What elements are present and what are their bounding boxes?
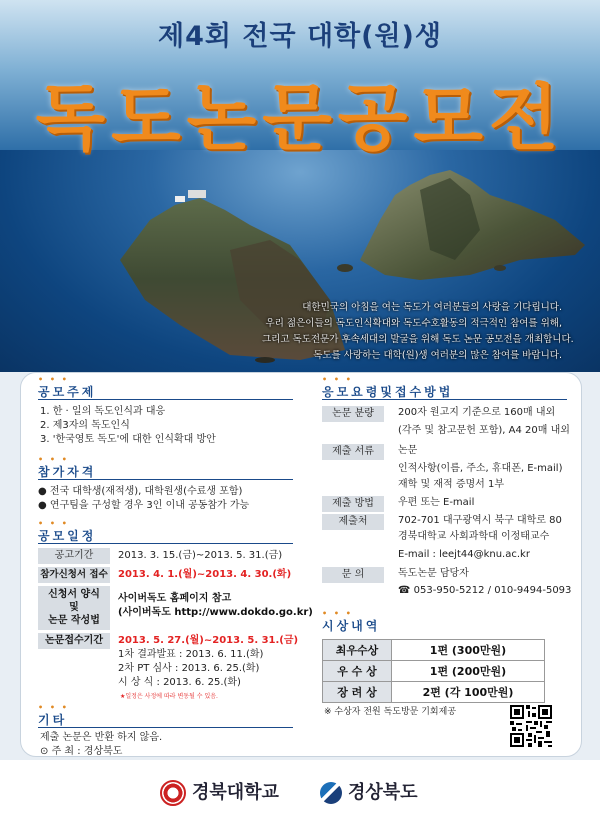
intro-line: 대한민국의 아침을 여는 독도가 여러분들의 사랑을 기다립니다. <box>302 302 562 313</box>
submission-label: 제출처 <box>322 514 384 530</box>
subtitle: 제4회 전국 대학(원)생 <box>158 21 442 52</box>
eligibility-item: ● 연구팀을 구성할 경우 3인 이내 공동참가 가능 <box>38 500 250 511</box>
schedule-heading: • • • 공모일정 <box>38 519 97 543</box>
schedule-value: 2013. 3. 15.(금)~2013. 5. 31.(금) <box>118 550 283 561</box>
qr-code-icon[interactable] <box>510 705 552 747</box>
divider <box>38 399 293 400</box>
theme-heading: • • • 공모주제 <box>38 375 97 399</box>
schedule-note: ★일정은 사정에 따라 변동될 수 있음. <box>120 693 218 700</box>
schedule-value: 2013. 4. 1.(월)~2013. 4. 30.(화) <box>118 569 292 580</box>
theme-item: 3. '한국영토 독도'에 대한 인식확대 방안 <box>40 434 216 445</box>
submission-label: 문 의 <box>322 567 384 583</box>
table-row <box>323 661 545 682</box>
submission-value: 재학 및 재적 증명서 1부 <box>398 479 505 490</box>
submission-value: 200자 원고지 기준으로 160매 내외 <box>398 407 556 418</box>
gyeongbuk-logo: 경상북도 <box>320 778 418 804</box>
intro-line: 독도를 사랑하는 대학(원)생 여러분의 많은 참여를 바랍니다. <box>313 350 562 361</box>
awards-heading: • • • 시상내역 <box>322 609 381 633</box>
submission-label: 논문 분량 <box>322 406 384 422</box>
submission-value: 인적사항(이름, 주소, 휴대폰, E-mail) <box>398 463 563 474</box>
result-item: 시 상 식 : 2013. 6. 25.(화) <box>118 677 241 688</box>
decor-dots: • • • <box>38 519 69 528</box>
schedule-label: 참가신청서 접수 <box>38 567 110 583</box>
award-rank: 우 수 상 <box>323 661 392 682</box>
result-item: 2차 PT 심사 : 2013. 6. 25.(화) <box>118 663 260 674</box>
award-rank: 최우수상 <box>323 640 392 661</box>
decor-dots: • • • <box>322 375 353 384</box>
schedule-value: 사이버독도 홈페이지 참고 <box>118 593 232 604</box>
eligibility-heading: • • • 참가자격 <box>38 455 97 479</box>
submission-value: 논문 <box>398 445 418 456</box>
decor-dots: • • • <box>322 609 353 618</box>
intro-line: 그리고 독도전문가 후속세대의 발굴을 위해 독도 논문 공모전을 개최합니다. <box>262 334 574 345</box>
etc-heading: • • • 기타 <box>38 703 69 727</box>
schedule-value: 2013. 5. 27.(월)~2013. 5. 31.(금) <box>118 635 299 646</box>
decor-dots: • • • <box>38 455 69 464</box>
result-item: 1차 결과발표 : 2013. 6. 11.(화) <box>118 649 264 660</box>
eligibility-item: ● 전국 대학생(재적생), 대학원생(수료생 포함) <box>38 486 243 497</box>
submission-label: 제출 방법 <box>322 496 384 512</box>
schedule-label: 논문접수기간 <box>38 633 110 649</box>
submission-heading: • • • 응모요령및접수방법 <box>322 375 454 399</box>
contact-phone: ☎ 053-950-5212 / 010-9494-5093 <box>398 585 572 596</box>
submission-value: 702-701 대구광역시 북구 대학로 80 <box>398 515 562 526</box>
submission-label: 제출 서류 <box>322 444 384 460</box>
divider <box>38 543 293 544</box>
schedule-value: (사이버독도 http://www.dokdo.go.kr) <box>118 607 313 618</box>
award-prize: 2편 (각 100만원) <box>392 682 545 703</box>
schedule-label: 신청서 양식 및 논문 작성법 <box>38 586 110 630</box>
submission-value: (각주 및 참고문헌 포함), A4 20매 내외 <box>398 425 570 436</box>
etc-host: ⊙ 주 최 : 경상북도 <box>40 746 123 757</box>
awards-table <box>322 639 545 703</box>
submission-email[interactable]: E-mail : leejt44@knu.ac.kr <box>398 549 530 560</box>
gyeongbuk-emblem-icon <box>320 782 342 804</box>
intro-text <box>262 300 574 364</box>
submission-value: 우편 또는 E-mail <box>398 497 475 508</box>
submission-value: 독도논문 담당자 <box>398 568 469 579</box>
decor-dots: • • • <box>38 703 69 712</box>
theme-item: 1. 한 · 일의 독도인식과 대응 <box>40 406 166 417</box>
table-row <box>323 640 545 661</box>
etc-line: 제출 논문은 반환 하지 않음. <box>40 732 163 743</box>
decor-dots: • • • <box>38 375 69 384</box>
theme-item: 2. 제3자의 독도인식 <box>40 420 130 431</box>
awards-note: ※ 수상자 전원 독도방문 기회제공 <box>324 707 457 717</box>
divider <box>38 727 293 728</box>
intro-line: 우리 젊은이들의 독도인식확대와 독도수호활동의 적극적인 참여를 위해, <box>265 318 562 329</box>
award-prize: 1편 (200만원) <box>392 661 545 682</box>
submission-value: 경북대학교 사회과학대 이정태교수 <box>398 531 550 542</box>
award-prize: 1편 (300만원) <box>392 640 545 661</box>
knu-logo: 경북대학교 <box>160 778 279 806</box>
schedule-label: 공고기간 <box>38 548 110 564</box>
divider <box>322 399 567 400</box>
award-rank: 장 려 상 <box>323 682 392 703</box>
page-title: 독도논문공모전 <box>35 76 565 160</box>
divider <box>38 479 293 480</box>
knu-emblem-icon <box>160 780 186 806</box>
table-row <box>323 682 545 703</box>
